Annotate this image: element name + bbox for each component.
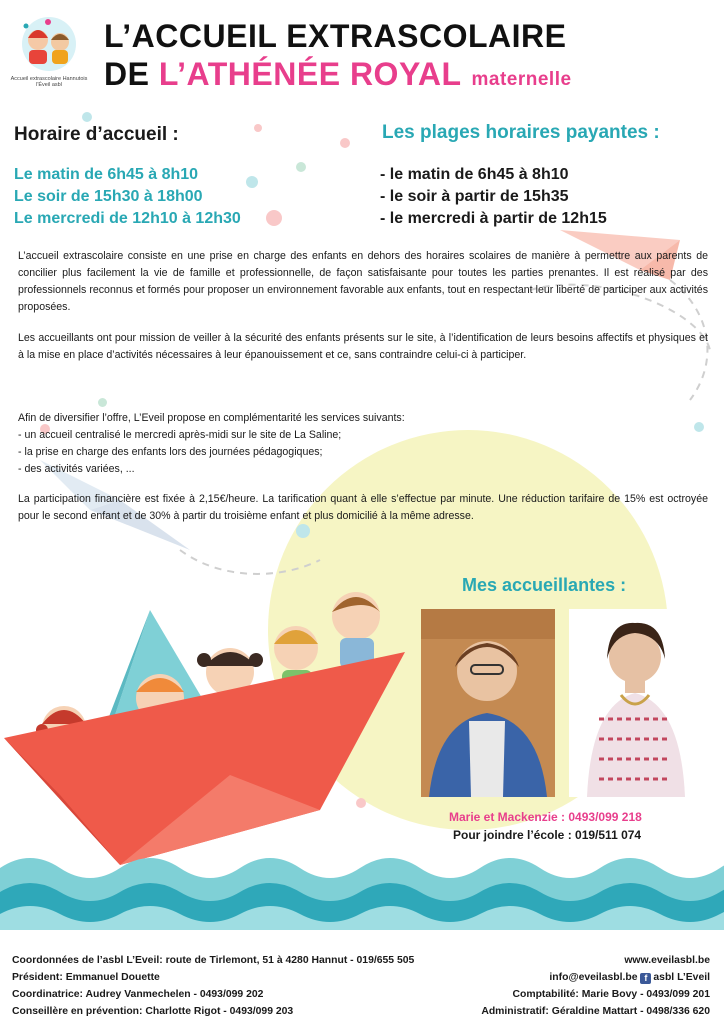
- logo-caption-line1: Accueil extrascolaire Hannutois: [10, 76, 88, 82]
- services-paragraph: [18, 410, 708, 478]
- logo-caption: [10, 76, 88, 88]
- footer-contact-line: [481, 969, 710, 986]
- title-prefix: DE: [104, 56, 159, 92]
- paid-hours-list: [380, 164, 607, 230]
- footer-website[interactable]: www.eveilasbl.be: [624, 955, 710, 966]
- logo-caption-line2: l'Éveil asbl: [36, 82, 62, 88]
- staff-contact: Marie et Mackenzie : 0493/099 218: [449, 810, 642, 824]
- confetti-dot: [296, 162, 306, 172]
- footer-admin: Administratif: Géraldine Mattart - 0498/336 620: [481, 1006, 710, 1017]
- services-item: - des activités variées, ...: [18, 463, 135, 475]
- opening-hours-list: [14, 164, 241, 230]
- confetti-dot: [254, 124, 262, 132]
- footer-accounting: Comptabilité: Marie Bovy - 0493/099 201: [512, 989, 710, 1000]
- footer-coordinator: Coordinatrice: Audrey Vanmechelen - 0493/099 202: [12, 989, 264, 1000]
- opening-hours-heading: Horaire d’accueil :: [14, 124, 179, 145]
- facebook-icon: f: [640, 973, 651, 984]
- footer-facebook[interactable]: asbl L’Eveil: [653, 972, 710, 983]
- paid-hours-item: - le mercredi à partir de 12h15: [380, 210, 607, 227]
- intro-paragraph: L’accueil extrascolaire consiste en une prise en charge des enfants en dehors des horaires scolaires de manière à permettre aux parents de concilier plus facilement la vie de famille et professionnelle, de façon satisfaisante pour toutes les parties prenantes. Il est réalisé par des professionnels reconnus et formés pour proposer un environnement favorable aux enfants, tout en respectant leur liberté de participer aux activités proposées.: [18, 250, 708, 313]
- footer-president: Président: Emmanuel Douette: [12, 972, 160, 983]
- footer-advisor: Conseillère en prévention: Charlotte Rigot - 0493/099 203: [12, 1006, 294, 1017]
- confetti-dot: [340, 138, 350, 148]
- paid-hours-item: - le soir à partir de 15h35: [380, 188, 569, 205]
- page-title-line2: [104, 56, 572, 93]
- school-contact: Pour joindre l’école : 019/511 074: [453, 828, 642, 842]
- paper-boat-kids-illustration: [0, 580, 420, 880]
- staff-photo-mackenzie: [569, 609, 703, 797]
- footer-left: [12, 952, 414, 1020]
- opening-hours-item: Le matin de 6h45 à 8h10: [14, 166, 199, 183]
- staff-photo-marie: [421, 609, 555, 797]
- page-title-line1: L’ACCUEIL EXTRASCOLAIRE: [104, 18, 567, 54]
- services-intro: Afin de diversifier l’offre, L’Eveil propose en complémentarité les services suivants:: [18, 412, 405, 424]
- kid-figure: [332, 592, 380, 668]
- paid-hours-heading: Les plages horaires payantes :: [382, 122, 660, 143]
- services-item: - un accueil centralisé le mercredi après-midi sur le site de La Saline;: [18, 429, 342, 441]
- mission-paragraph: Les accueillants ont pour mission de veiller à la sécurité des enfants présents sur le site, à l’identification de leurs besoins affectifs et physiques et à la mise en place d’activités nécessaires à leur épanouissement et ce, sans contraindre celui-ci à participer.: [18, 332, 708, 361]
- confetti-dot: [266, 210, 282, 226]
- title-school-name: L’ATHÉNÉE ROYAL: [158, 56, 462, 92]
- confetti-dot: [82, 112, 92, 122]
- confetti-dot: [98, 398, 107, 407]
- confetti-dot: [246, 176, 258, 188]
- staff-heading: Mes accueillantes :: [462, 575, 627, 595]
- opening-hours-item: Le soir de 15h30 à 18h00: [14, 188, 203, 205]
- eveil-logo-icon: [12, 12, 86, 74]
- footer-address: Coordonnées de l’asbl L’Eveil: route de Tirlemont, 51 à 4280 Hannut - 019/655 505: [12, 955, 415, 966]
- pricing-paragraph: La participation financière est fixée à 2,15€/heure. La tarification quant à elle s’effectue par minute. Une réduction tarifaire de 15% est octroyée pour le second enfant et de 30% à partir du troisième enfant et plus domicilié à la même adresse.: [18, 493, 708, 522]
- title-section: maternelle: [471, 69, 572, 90]
- paid-hours-item: - le matin de 6h45 à 8h10: [380, 166, 569, 183]
- waves-decoration: [0, 840, 724, 940]
- footer-email[interactable]: info@eveilasbl.be: [549, 972, 638, 983]
- footer-right: [481, 952, 710, 1020]
- services-item: - la prise en charge des enfants lors des journées pédagogiques;: [18, 446, 323, 458]
- opening-hours-item: Le mercredi de 12h10 à 12h30: [14, 210, 241, 227]
